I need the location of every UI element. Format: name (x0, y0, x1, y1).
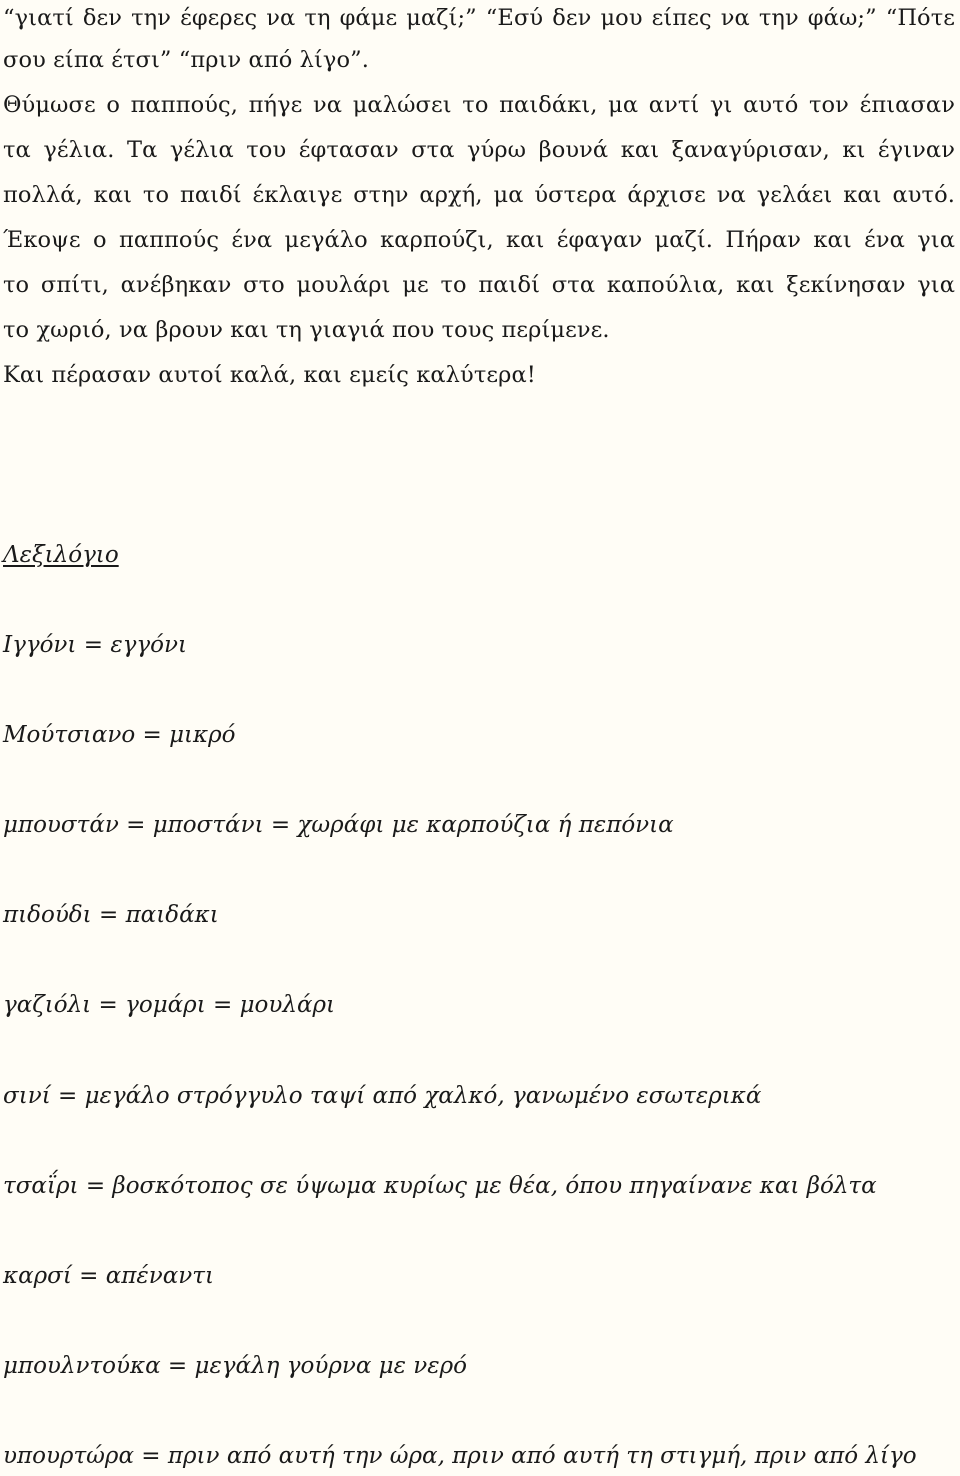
vocabulary-heading: Λεξιλόγιο (3, 542, 119, 568)
vocabulary-entry: πιδούδι = παιδάκι (3, 902, 219, 928)
vocabulary-entry: τσαΐρι = βοσκότοπος σε ύψωμα κυρίως με θέα, όπου πηγαίνανε και βόλτα (3, 1173, 877, 1199)
story-line: Έκοψε ο παππούς ένα μεγάλο καρπούζι, και έφαγαν μαζί. Πήραν και ένα για (3, 227, 955, 253)
story-line: Και πέρασαν αυτοί καλά, και εμείς καλύτερα! (3, 362, 536, 388)
story-line: τα γέλια. Τα γέλια του έφτασαν στα γύρω βουνά και ξαναγύρισαν, κι έγιναν (3, 137, 955, 163)
vocabulary-entry: σινί = μεγάλο στρόγγυλο ταψί από χαλκό, γανωμένο εσωτερικά (3, 1083, 762, 1109)
story-line: το χωριό, να βρουν και τη γιαγιά που τους περίμενε. (3, 317, 610, 343)
story-line: Θύμωσε ο παππούς, πήγε να μαλώσει το παιδάκι, μα αντί γι αυτό τον έπιασαν (3, 92, 955, 118)
story-line: “γιατί δεν την έφερες να τη φάμε μαζί;” “Εσύ δεν μου είπες να την φάω;” “Πότε (3, 5, 955, 31)
vocabulary-entry: Ιγγόνι = εγγόνι (3, 632, 187, 658)
vocabulary-entry: γαζιόλι = γομάρι = μουλάρι (3, 992, 336, 1018)
vocabulary-entry: μπουστάν = μποστάνι = χωράφι με καρπούζια ή πεπόνια (3, 812, 674, 838)
story-line: το σπίτι, ανέβηκαν στο μουλάρι με το παιδί στα καπούλια, και ξεκίνησαν για (3, 272, 955, 298)
vocabulary-entry: Μούτσιανο = μικρό (3, 722, 236, 748)
story-line: πολλά, και το παιδί έκλαιγε στην αρχή, μα ύστερα άρχισε να γελάει και αυτό. (3, 182, 955, 208)
vocabulary-entry: καρσί = απέναντι (3, 1263, 214, 1289)
story-line: σου είπα έτσι” “πριν από λίγο”. (3, 47, 369, 73)
vocabulary-entry: υπουρτώρα = πριν από αυτή την ώρα, πριν από αυτή τη στιγμή, πριν από λίγο (3, 1443, 917, 1469)
vocabulary-entry: μπουλντούκα = μεγάλη γούρνα με νερό (3, 1353, 467, 1379)
